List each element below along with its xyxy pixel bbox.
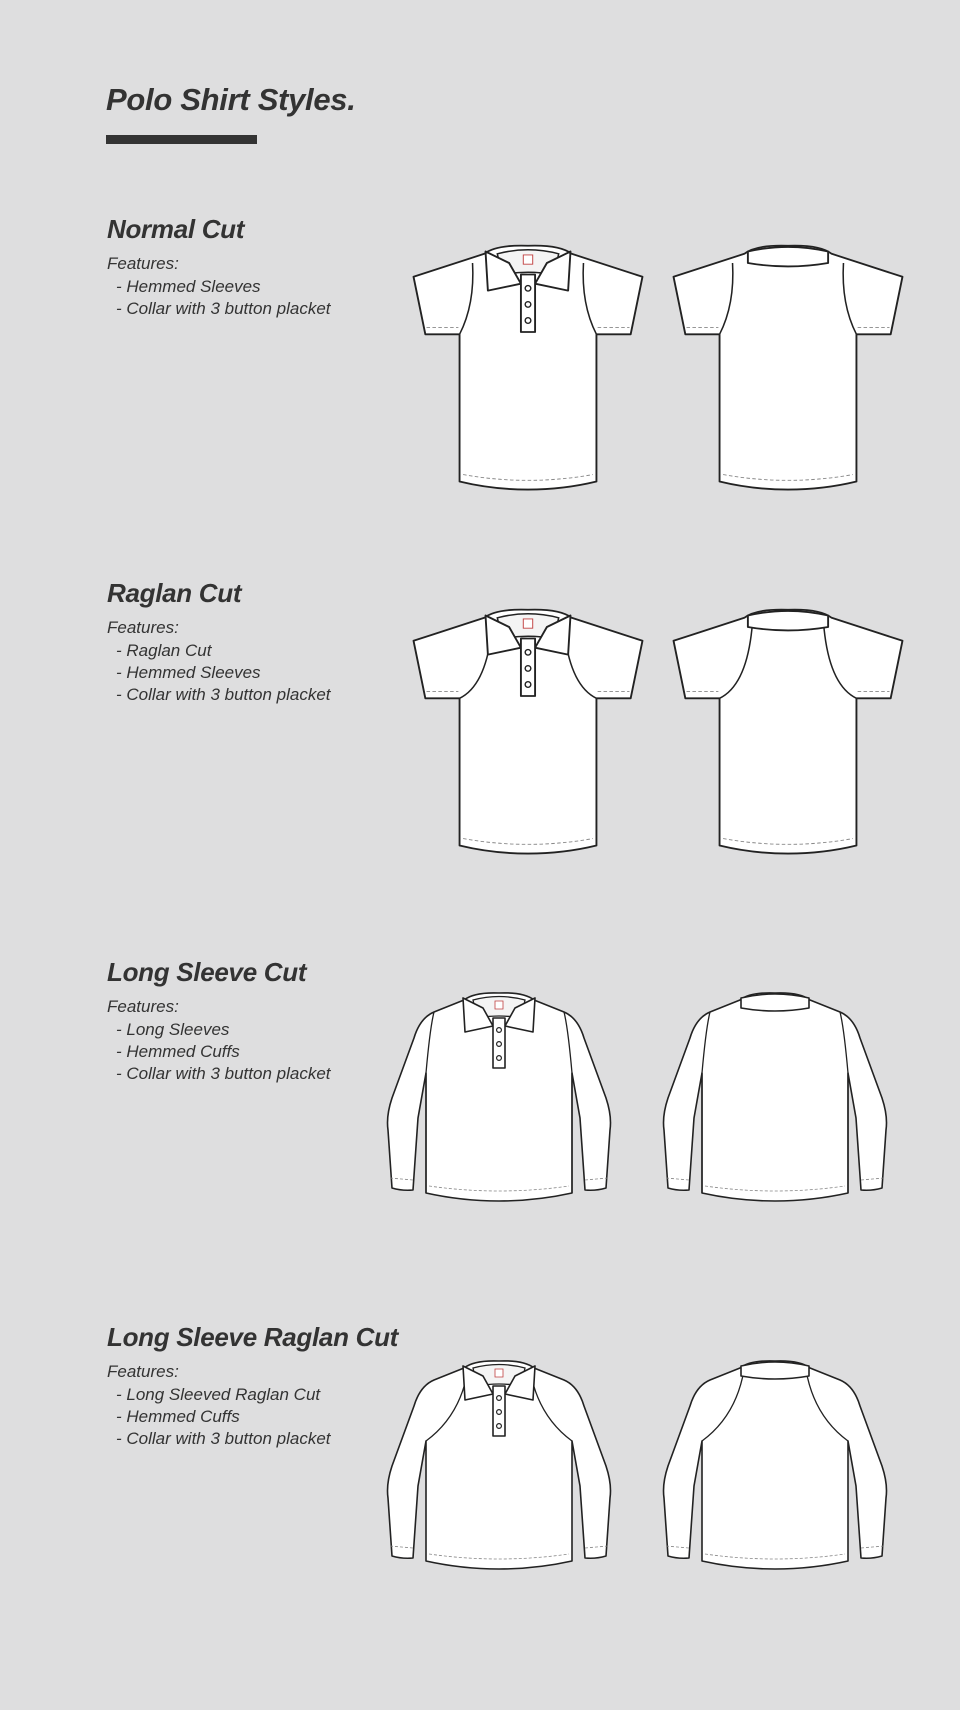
collar-back: [741, 994, 809, 1011]
neck-label: [523, 619, 532, 628]
title-underline: [106, 135, 257, 144]
shirt-front-illustration: [390, 240, 650, 495]
feature-item: - Collar with 3 button placket: [116, 684, 331, 706]
collar-back: [741, 1362, 809, 1379]
collar-back: [748, 611, 828, 631]
placket-button: [497, 1396, 502, 1401]
placket-button: [497, 1410, 502, 1415]
feature-item: - Raglan Cut: [116, 640, 331, 662]
shirt-outline: [674, 246, 903, 490]
placket-button: [497, 1424, 502, 1429]
section-heading: Long Sleeve Cut: [107, 957, 307, 987]
feature-item: - Hemmed Sleeves: [116, 662, 331, 684]
neck-label: [495, 1369, 503, 1377]
features-label: Features:: [107, 997, 179, 1016]
shirt-front-illustration: [372, 1356, 642, 1601]
placket-button: [525, 302, 531, 308]
features-list: [116, 1384, 331, 1450]
shirt-back-illustration: [648, 988, 918, 1233]
features-label: Features:: [107, 254, 179, 273]
collar-back: [748, 247, 828, 267]
neck-label: [523, 255, 532, 264]
placket-button: [525, 650, 531, 656]
feature-item: - Hemmed Cuffs: [116, 1041, 331, 1063]
page-title: Polo Shirt Styles.: [106, 82, 356, 117]
features-list: [116, 640, 331, 706]
shirt-outline: [664, 993, 887, 1201]
shirt-outline: [664, 1361, 887, 1569]
feature-item: - Long Sleeves: [116, 1019, 331, 1041]
section-heading: Normal Cut: [107, 214, 245, 244]
features-list: [116, 276, 331, 320]
placket-button: [525, 682, 531, 688]
shirt-back-illustration: [650, 240, 910, 495]
placket-button: [497, 1056, 502, 1061]
section-heading: Long Sleeve Raglan Cut: [107, 1322, 399, 1352]
feature-item: - Hemmed Cuffs: [116, 1406, 331, 1428]
feature-item: - Collar with 3 button placket: [116, 1063, 331, 1085]
shirt-front-illustration: [372, 988, 642, 1233]
placket-button: [525, 666, 531, 672]
features-label: Features:: [107, 1362, 179, 1381]
feature-item: - Collar with 3 button placket: [116, 298, 331, 320]
section-heading: Raglan Cut: [107, 578, 242, 608]
feature-item: - Long Sleeved Raglan Cut: [116, 1384, 331, 1406]
feature-item: - Collar with 3 button placket: [116, 1428, 331, 1450]
placket-button: [525, 318, 531, 324]
shirt-front-illustration: [390, 604, 650, 859]
shirt-back-illustration: [648, 1356, 918, 1601]
neck-label: [495, 1001, 503, 1009]
feature-item: - Hemmed Sleeves: [116, 276, 331, 298]
shirt-outline: [674, 610, 903, 854]
features-label: Features:: [107, 618, 179, 637]
shirt-back-illustration: [650, 604, 910, 859]
placket-button: [497, 1028, 502, 1033]
features-list: [116, 1019, 331, 1085]
placket-button: [525, 286, 531, 292]
placket-button: [497, 1042, 502, 1047]
